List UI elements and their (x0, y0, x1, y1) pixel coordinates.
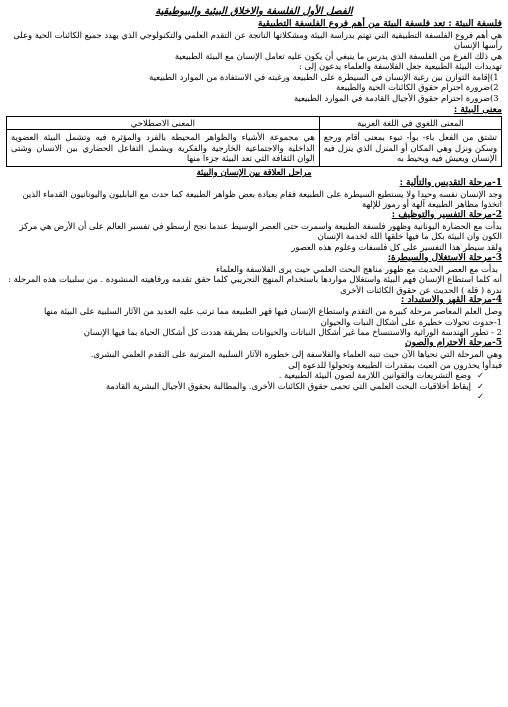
stages-heading: مراحل العلاقة بين الإنسان والبيئة (196, 166, 312, 177)
checklist-item (6, 370, 502, 381)
stage-3-text: بدأت مع العصر الحديث مع ظهور مناهج البحث العلمي حيث يرى الفلاسفة والعلماء (215, 263, 498, 274)
list-item-number: 3) (490, 93, 499, 104)
list-item-number: 2) (490, 82, 499, 93)
stage-5-title: 5-مرحلة الاحترام والصون (404, 338, 502, 349)
env-philosophy-heading: فلسفة البيئة : تعد فلسفة البيئة من أهم فروع الفلسفة التطبيقية (258, 18, 502, 29)
stage-2-title: 2-مرحلة التفسير والتوظيف : (391, 209, 502, 220)
stage-3-text-2: أنه كلما استطاع الإنسان فهم البيئة واستغلال مواردها باستخدام المنهج التجريبي كلما حقق تقدمه ورفاهيته المنشودة . من سلبيات هذه المرحلة : ندرة ( قلة ) الحديث عن حقوق الكائنات الأخرى (8, 274, 502, 295)
stage-2-text-2: ولقد سيطر هذا التفسير على كل فلسفات وعلوم هذه العصور (291, 241, 502, 252)
list-item-text: ضرورة احترام حقوق الكائنات الحية والطبيعة (336, 82, 490, 93)
checklist-item (6, 391, 502, 402)
check-mark-icon: ✓ (476, 380, 484, 391)
checklist-item (6, 381, 502, 392)
env-philosophy-paragraph-1: هي أهم فروع الفلسفة التطبيقية التي تهتم بدراسة البيئة ومشكلاتها الناتجة عن التقدم العلمي والتكنولوجي الذي يهدد جميع الكائنات الحية وعلى رأسها الإنسان (13, 29, 502, 51)
checklist-item-text: وضع التشريعات والقوانين اللازمة لصون البيئة الطبيعية . (278, 370, 471, 381)
check-mark-icon: ✓ (476, 370, 484, 381)
env-philosophy-paragraph-3: تهديدات البيئة الطبيعية جعل الفلاسفة والعلماء يدعون إلى : (299, 61, 502, 72)
list-item (6, 82, 502, 93)
list-item-text: إقامة التوازن بين رغبة الإنسان في السيطرة على الطبيعة ورغبته في الاستفادة من الموارد الطبيعية (149, 71, 490, 82)
stage-5-text: وهي المرحلة التي نحياها الآن حيث تنبه العلماء والفلاسفة إلى خطورة الآثار السلبية المترتبة على التقدم العلمي البشرى. (90, 349, 502, 360)
stage-4-title: 4-مرحلة القهر والاستبداد : (401, 295, 502, 306)
meaning-table (6, 116, 502, 167)
stage-5-checklist (6, 370, 502, 402)
stage-4-effect-1: 1-حدوث تحولات خطيرة على أشكال النبات والحيوان (320, 316, 502, 327)
stage-1-title: 1-مرحلة التقديس والتألية : (399, 177, 502, 188)
list-item (6, 72, 502, 83)
lang-meaning-header: المعنى اللغوي في اللغة العربية (319, 117, 501, 130)
term-meaning-cell: هي مجموعة الأشياء والظواهر المحيطة بالفرد والمؤثرة فيه وتشمل البيئة العضوية الداخلية والاجتماعية الخارجية والفكرية ويشمل التفاعل الحضاري بين الانسان وشتى الوان الثقافة التي تعد البيئة جزءا منها (7, 130, 320, 167)
table-row (7, 130, 502, 167)
list-item-text: ضرورة احترام حقوق الأجيال القادمة في الموارد الطبيعية (293, 93, 490, 104)
stage-4-effect-2: 2 - تطور الهندسة الوراثية والاستنساخ مما غير أشكال النباتات والحيوانات بطريقة هددت كل أشكال الحياة بما فيها الإنسان (83, 327, 502, 338)
env-philosophy-paragraph-2: هي ذلك الفرع من الفلسفة الذي يدرس ما ينبغي أن يكون عليه تعامل الإنسان مع البيئة الطبيعية (174, 50, 502, 61)
list-item (6, 93, 502, 104)
stage-2-text: بدأت مع الحضارة اليونانية وظهور فلسفة الطبيعة واسمرت حتى العصر الوسيط عندما نجح أرسطو في تفسير العالم على أن الأرض هي مركز الكون وان البيئة بكل ما فيها خلقها الله لخدمة الإنسان (19, 220, 502, 242)
stage-4-text: وصل العلم المعاصر مرحلة كبيرة من التقدم واستطاع الإنسان فيها قهر الطبيعة مما ترتب عليه العديد من الآثار السلبية على البيئة منها (44, 306, 502, 317)
lang-meaning-cell: تشتق من الفعل باء- بوأ- تبوء بمعنى أقام ورجع وسكن ونزل وهي المكان أو المنزل الذي ينزل فيه الإنسان ويعيش فيه ويحيط به (319, 130, 501, 167)
stage-5-text-2: فبدأوا يحذرون من العبث بمقدرات الطبيعة وتحولوا للدعوة إلى (288, 359, 502, 370)
stage-3-title: 3-مرحلة الاستغلال والسيطرة: (387, 252, 502, 263)
table-header-row (7, 117, 502, 130)
checklist-item-text: إيقاظ أخلاقيات البحث العلمي التي تحمى حقوق الكائنات الأخرى. والمطالبة بحقوق الأجيال البشرية القادمة (105, 380, 471, 391)
env-calls-list (6, 72, 502, 104)
chapter-title: الفصل الأول الفلسفة والاخلاق البيئية والبيوطيقية (155, 6, 353, 17)
check-mark-icon: ✓ (476, 391, 484, 402)
stage-1-text: وجد الإنسان نفسه وحيدا ولا يستطيع السيطرة على الطبيعة فقام بعبادة بعض ظواهر الطبيعة كما حدث مع البابليون واليونانيون القدماء الذين اتخذوا مظاهر الطبيعة آلهة أو رموز للإلهة (22, 188, 502, 210)
list-item-number: 1) (490, 71, 499, 82)
term-meaning-header: المعنى الاصطلاحي (7, 117, 320, 130)
meaning-heading: معنى البيئة : (453, 103, 502, 115)
